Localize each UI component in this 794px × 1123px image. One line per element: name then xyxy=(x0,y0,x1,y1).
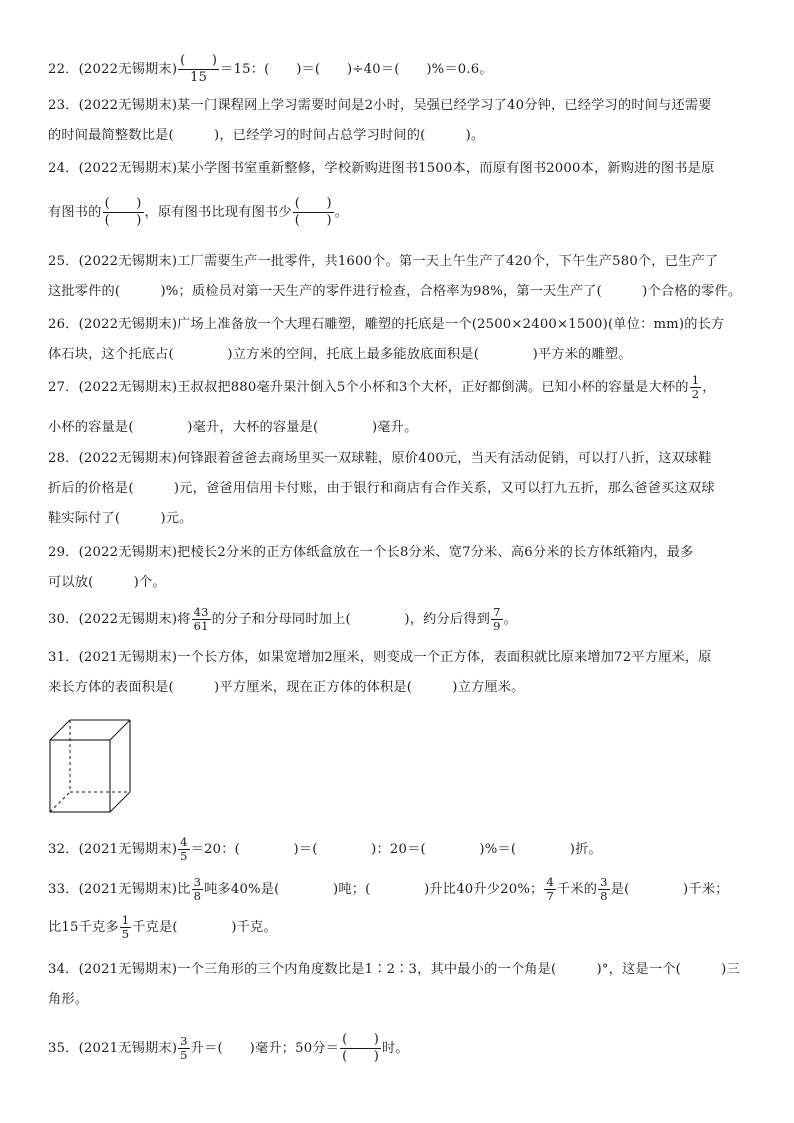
question-33: 33．(2021无锡期末)比 $\frac{3}{8}$ 吨多40%是( )吨；( )升比40升少20%； $\frac{4}{7}$ 千米的 $\frac{3}{8}$ 是( )千米； 比15千克多 $\frac{1}{5}$ 千克是( )千克。 xyxy=(48,875,729,941)
fraction: $\frac{1}{2}$ xyxy=(691,373,700,401)
question-23: 23．(2022无锡期末)某一门课程网上学习需要时间是2小时，吴强已经学习了40分钟，已经学习的时间与还需要 的时间最简整数比是( )，已经学习的时间占总学习时间的( )。 xyxy=(48,98,712,143)
question-34: 34．(2021无锡期末)一个三角形的三个内角度数比是1∶2∶3，其中最小的一个角是( )°，这是一个( )三 角形。 xyxy=(48,962,740,1007)
fraction: $\frac{1}{5}$ xyxy=(121,913,130,941)
fraction: $\frac{( )}{( )}$ xyxy=(294,196,332,228)
question-30: 30．(2022无锡期末)将 $\frac{43}{61}$ 的分子和分母同时加上( )，约分后得到 $\frac{7}{9}$ 。 xyxy=(48,605,517,633)
question-27: 27．(2022无锡期末)王叔叔把880毫升果汁倒入5个小杯和3个大杯，正好都倒满。已知小杯的容量是大杯的 $\frac{1}{2}$ ， 小杯的容量是( )毫升，大杯的容量是( )毫升。 xyxy=(48,373,716,435)
question-22: 22．(2022无锡期末) $\frac{( )}{15}$ ＝15：( )＝( )÷40＝( )%＝0.6。 xyxy=(48,53,493,85)
cube-figure-icon xyxy=(48,718,132,814)
question-24: 24．(2022无锡期末)某小学图书室重新整修，学校新购进图书1500本，而原有图书2000本，新购进的图书是原 有图书的 $\frac{( )}{( )}$ ，原有图书比现有图书少 $\frac{( )}{( )}$ 。 xyxy=(48,161,715,228)
question-25: 25．(2022无锡期末)工厂需要生产一批零件，共1600个。第一天上午生产了420个，下午生产580个，已生产了 这批零件的( )%；质检员对第一天生产的零件进行检查，合格率为98%，第一天生产了( )个合格的零件。 xyxy=(48,254,742,299)
question-26: 26．(2022无锡期末)广场上准备放一个大理石雕塑，雕塑的托底是一个(2500×2400×1500)(单位：mm)的长方 体石块，这个托底占( )立方米的空间，托底上最多能放底面积是( )平方米的雕塑。 xyxy=(48,317,725,362)
fraction: $\frac{3}{8}$ xyxy=(193,875,202,903)
fraction: $\frac{( )}{( )}$ xyxy=(104,196,142,228)
question-31: 31．(2021无锡期末)一个长方体，如果宽增加2厘米，则变成一个正方体，表面积就比原来增加72平方厘米，原 来长方体的表面积是( )平方厘米，现在正方体的体积是( )立方厘米。 xyxy=(48,650,712,695)
fraction: $\frac{4}{5}$ xyxy=(180,835,188,863)
fraction: $\frac{( )}{15}$ xyxy=(180,53,218,85)
fraction: $\frac{43}{61}$ xyxy=(193,605,209,633)
question-35: 35．(2021无锡期末) $\frac{3}{5}$ 升＝( )毫升；50分＝ $\frac{( )}{( )}$ 时。 xyxy=(48,1032,409,1064)
question-29: 29．(2022无锡期末)把棱长2分米的正方体纸盒放在一个长8分米、宽7分米、高6分米的长方体纸箱内，最多 可以放( )个。 xyxy=(48,545,694,590)
question-32: 32．(2021无锡期末) $\frac{4}{5}$ ＝20：( )＝( )：20＝( )%＝( )折。 xyxy=(48,835,602,863)
fraction: $\frac{3}{5}$ xyxy=(180,1034,188,1062)
question-28: 28．(2022无锡期末)何锋跟着爸爸去商场里买一双球鞋，原价400元，当天有活动促销，可以打八折，这双球鞋 折后的价格是( )元，爸爸用信用卡付账，由于银行和商店有合作关系，又可以打九五折，那么爸爸买这双球 鞋实际付了( )元。 xyxy=(48,451,715,526)
fraction: $\frac{7}{9}$ xyxy=(493,605,501,633)
fraction: $\frac{3}{8}$ xyxy=(600,875,608,903)
fraction: $\frac{4}{7}$ xyxy=(546,875,554,903)
fraction: $\frac{( )}{( )}$ xyxy=(342,1032,380,1064)
